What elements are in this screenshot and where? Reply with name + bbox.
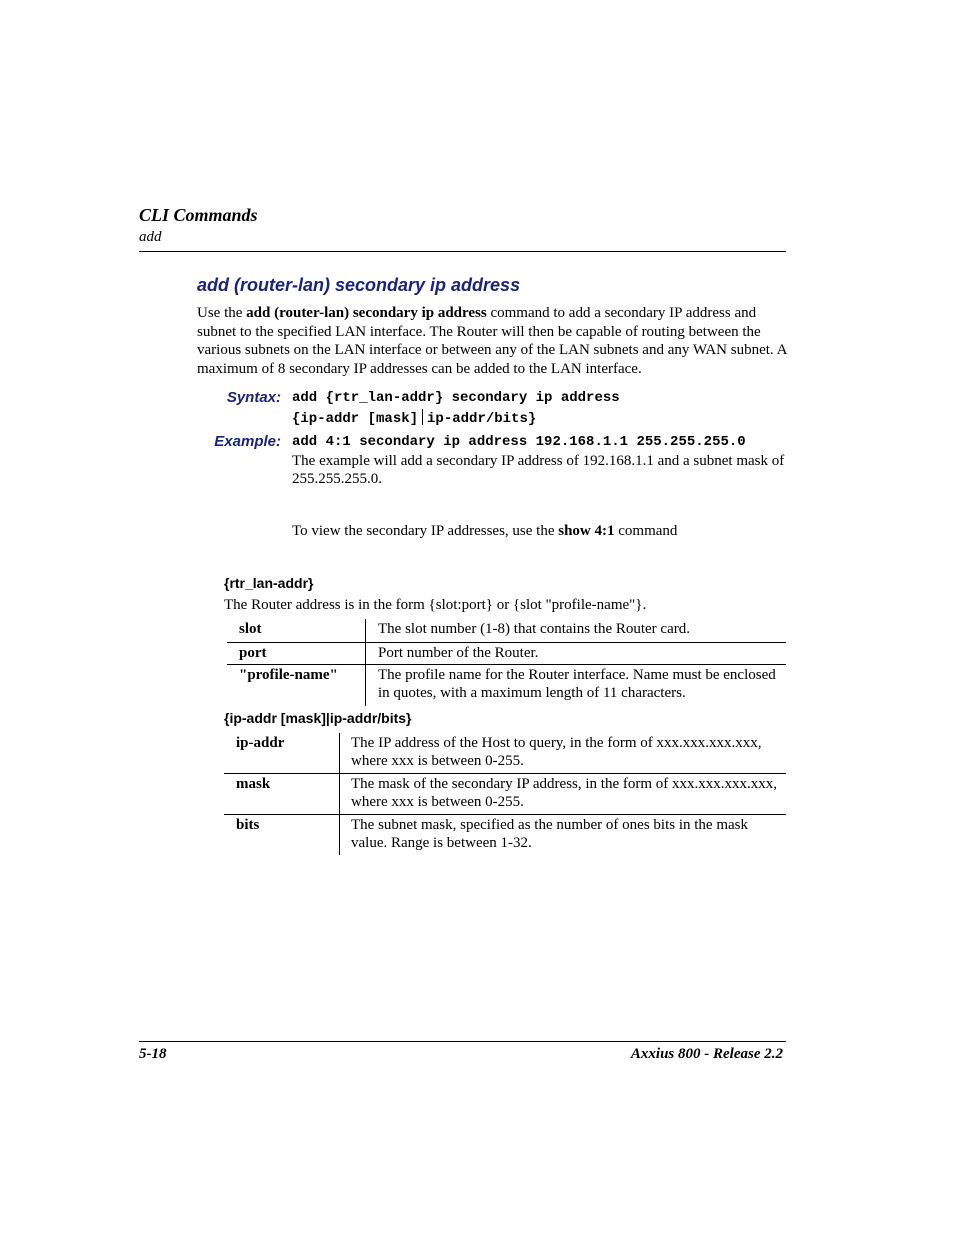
syntax-line-1: add {rtr_lan-addr} secondary ip address [292,390,620,406]
intro-paragraph [197,304,787,379]
syntax-line-2 [292,409,536,427]
param-description: The IP address of the Host to query, in the form of xxx.xxx.xxx.xxx, where xxx is between 0-255. [351,735,762,769]
intro-text-after: command to add a secondary IP address and subnet to the specified LAN interface. The Router will then be capable of routing between the various subnets on the LAN interface or between any of the LAN subnets and any WAN subnet. A maximum of 8 secondary IP addresses can be added to the LAN interface. [197,305,787,378]
table-row [227,643,786,665]
param-name: mask [224,774,340,815]
example-label: Example: [214,433,281,450]
ip-addr-table [224,733,786,855]
document-title: Axxius 800 - Release 2.2 [630,1046,783,1062]
footer-rule [139,1041,786,1042]
intro-command-name: add (router-lan) secondary ip address [246,305,487,321]
param-name: ip-addr [224,733,340,774]
example-description: The example will add a secondary IP address of 192.168.1.1 and a subnet mask of 255.255.255.0. [292,453,785,487]
view-note-before: To view the secondary IP addresses, use the [292,523,559,539]
rtr-lan-addr-table [227,619,786,706]
param-description: The mask of the secondary IP address, in the form of xxx.xxx.xxx.xxx, where xxx is between 0-255. [340,774,787,815]
ip-addr-heading: {ip-addr [mask]|ip-addr/bits} [224,710,412,726]
param-description: The profile name for the Router interface. Name must be enclosed in quotes, with a maximum length of 11 characters. [366,665,787,707]
param-name: bits [224,815,340,856]
syntax-separator [422,409,423,425]
rtr-lan-addr-description: The Router address is in the form {slot:port} or {slot "profile-name"}. [224,597,647,613]
table-row [224,815,786,856]
param-description: The subnet mask, specified as the number of ones bits in the mask value. Range is between 1-32. [340,815,787,856]
syntax-line-2-part-b: ip-addr/bits} [427,411,537,427]
page-number: 5-18 [139,1046,167,1062]
table-row [227,619,786,643]
param-name: port [227,643,366,665]
header-rule [139,251,786,252]
view-note-command: show 4:1 [558,523,615,539]
view-note [292,523,677,540]
example-code: add 4:1 secondary ip address 192.168.1.1 255.255.255.0 [292,434,746,450]
intro-text-before: Use the [197,305,247,321]
param-name: "profile-name" [227,665,366,707]
table-row [227,665,786,707]
running-header-subtitle: add [139,229,162,245]
param-description: The slot number (1-8) that contains the Router card. [378,621,690,637]
param-description: Port number of the Router. [366,643,787,665]
running-header-title: CLI Commands [139,205,258,225]
syntax-label: Syntax: [226,389,281,406]
section-title: add (router-lan) secondary ip address [197,275,521,295]
param-name: slot [227,619,366,643]
table-row [224,733,786,774]
table-row [224,774,786,815]
rtr-lan-addr-heading: {rtr_lan-addr} [224,575,314,591]
syntax-line-2-part-a: {ip-addr [mask] [292,411,419,427]
view-note-after: command [614,523,678,539]
